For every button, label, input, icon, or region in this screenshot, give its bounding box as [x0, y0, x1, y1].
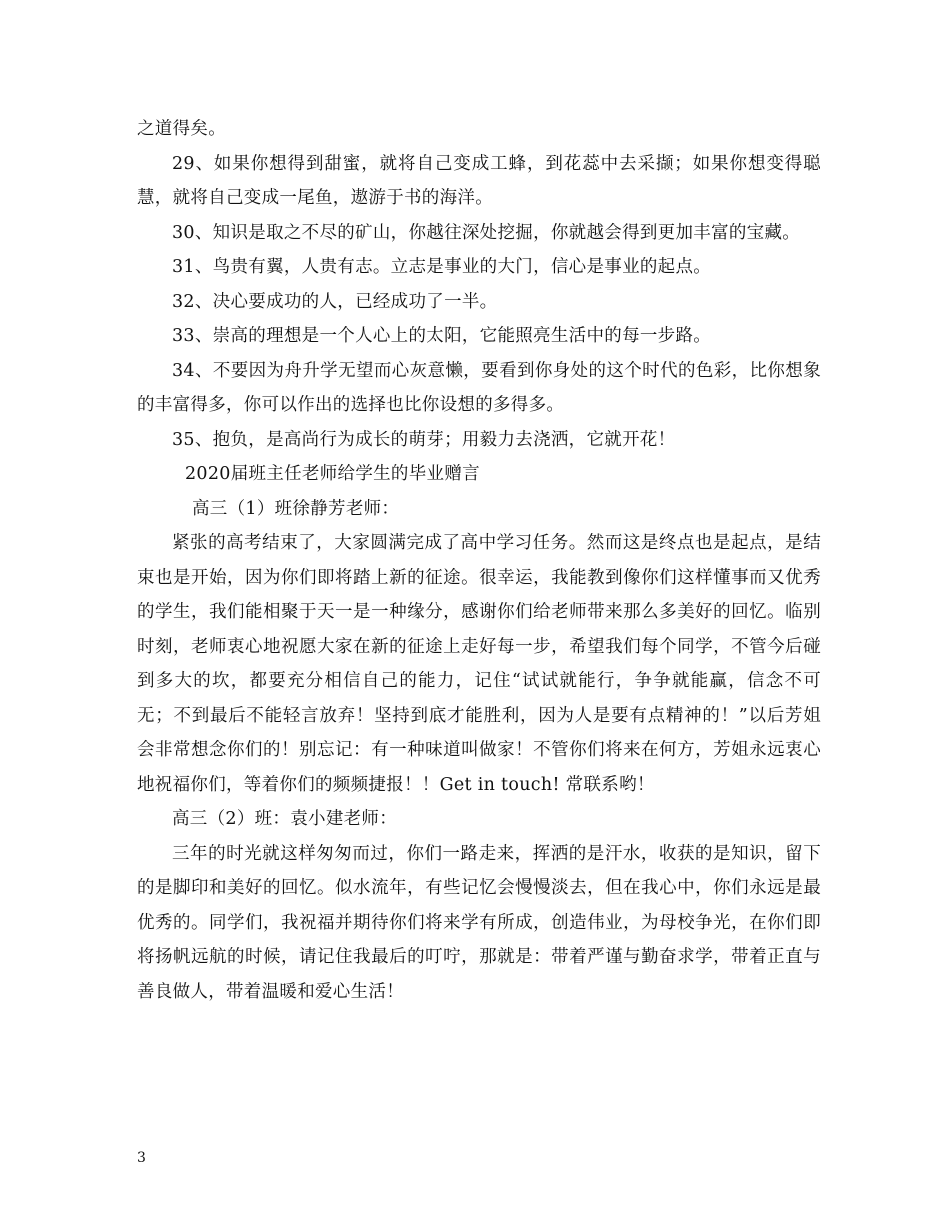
teacher-heading-class-1: 高三（1）班徐静芳老师： [192, 498, 400, 519]
quote-32: 32、决心要成功的人，已经成功了一半。 [172, 291, 498, 312]
quote-29: 29、如果你想得到甜蜜，就将自己变成工蜂，到花蕊中去采撷；如果你想变得聪慧，就将自己变成一尾鱼，遨游于书的海洋。 [137, 153, 821, 208]
quote-33: 33、崇高的理想是一个人心上的太阳，它能照亮生活中的每一步路。 [172, 326, 712, 346]
quote-35: 35、抱负，是高尚行为成长的萌芽；用毅力去浇洒，它就开花！ [172, 429, 676, 450]
paragraph-continuation: 之道得矣。 [137, 119, 226, 139]
quote-31: 31、鸟贵有翼，人贵有志。立志是事业的大门，信心是事业的起点。 [172, 257, 712, 277]
section-title: 2020届班主任老师给学生的毕业赠言 [185, 464, 480, 484]
page-number: 3 [137, 1150, 146, 1166]
quote-34: 34、不要因为舟升学无望而心灰意懒，要看到你身处的这个时代的色彩，比你想象的丰富得多，你可以作出的选择也比你设想的多得多。 [137, 360, 821, 415]
quote-30: 30、知识是取之不尽的矿山，你越往深处挖掘，你就越会得到更加丰富的宝藏。 [172, 222, 801, 243]
message-class-2: 三年的时光就这样匆匆而过，你们一路走来，挥洒的是汗水，收获的是知识，留下的是脚印和美好的回忆。似水流年，有些记忆会慢慢淡去，但在我心中，你们永远是最优秀的。同学们，我祝福并期待你们将来学有所成，创造伟业，为母校争光，在你们即将扬帆远航的时候，请记住我最后的叮咛，那就是：带着严谨与勤奋求学，带着正直与善良做人，带着温暖和爱心生活！ [137, 843, 821, 1002]
message-class-1: 紧张的高考结束了，大家圆满完成了高中学习任务。然而这是终点也是起点，是结束也是开始，因为你们即将踏上新的征途。很幸运，我能教到像你们这样懂事而又优秀的学生，我们能相聚于天一是一种缘分，感谢你们给老师带来那么多美好的回忆。临别时刻，老师衷心地祝愿大家在新的征途上走好每一步，希望我们每个同学，不管今后碰到多大的坎，都要充分相信自己的能力，记住“试试就能行，争争就能赢，信念不可无；不到最后不能轻言放弃！坚持到底才能胜利，因为人是要有点精神的！”以后芳姐会非常想念你们的！别忘记：有一种味道叫做家！不管你们将来在何方，芳姐永远衷心地祝福你们，等着你们的频频捷报！！Get in touch! 常联系哟！ [137, 533, 821, 795]
document-body [137, 112, 821, 1009]
teacher-heading-class-2: 高三（2）班：袁小建老师： [172, 809, 398, 829]
